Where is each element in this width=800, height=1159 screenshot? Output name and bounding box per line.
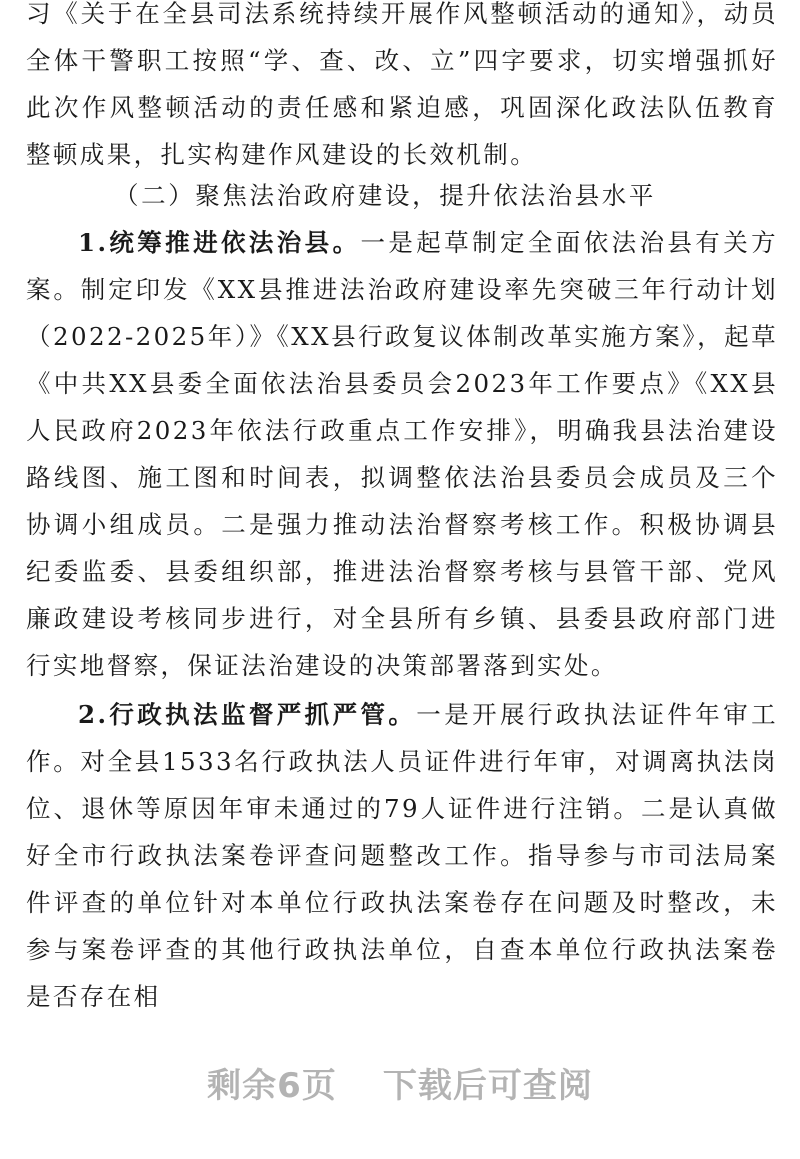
download-to-view-label: 下载后可查阅 [382,1066,593,1106]
item1-body: 一是起草制定全面依法治县有关方案。制定印发《XX县推进法治政府建设率先突破三年行动计划（2022-2025年）》《XX县行政复议体制改革实施方案》，起草《中共XX县委全面依法治县委员会2023年工作要点》《XX县人民政府2023年依法行政重点工作安排》，明确我县法治建设路线图、施工图和时间表，拟调整依法治县委员会成员及三个协调小组成员。二是强力推动法治督察考核工作。积极协调县纪委监委、县委组织部，推进法治督察考核与县管干部、党风廉政建设考核同步进行，对全县所有乡镇、县委县政府部门进行实地督察，保证法治建设的决策部署落到实处。 [26,228,778,680]
item2-paragraph [26,691,778,1020]
item1-lead: 1.统筹推进依法治县。 [78,228,361,257]
download-prompt[interactable] [0,1058,800,1107]
item1-paragraph [26,219,778,689]
intro-block [26,0,778,178]
remaining-pages-label: 剩余6页 [207,1066,337,1106]
section-heading-block [26,172,778,219]
item1-block [26,219,778,689]
item2-lead: 2.行政执法监督严抓严管。 [78,700,417,729]
item2-body: 一是开展行政执法证件年审工作。对全县1533名行政执法人员证件进行年审，对调离执法岗位、退休等原因年审未通过的79人证件进行注销。二是认真做好全市行政执法案卷评查问题整改工作。指导参与市司法局案件评查的单位针对本单位行政执法案卷存在问题及时整改，未参与案卷评查的其他行政执法单位，自查本单位行政执法案卷是否存在相 [26,700,779,1011]
item2-block [26,691,778,1020]
intro-paragraph: 习《关于在全县司法系统持续开展作风整顿活动的通知》，动员全体干警职工按照“学、查、改、立”四字要求，切实增强抓好此次作风整顿活动的责任感和紧迫感，巩固深化政法队伍教育整顿成果，扎实构建作风建设的长效机制。 [26,0,778,169]
section-heading: （二）聚焦法治政府建设，提升依法治县水平 [114,181,656,210]
